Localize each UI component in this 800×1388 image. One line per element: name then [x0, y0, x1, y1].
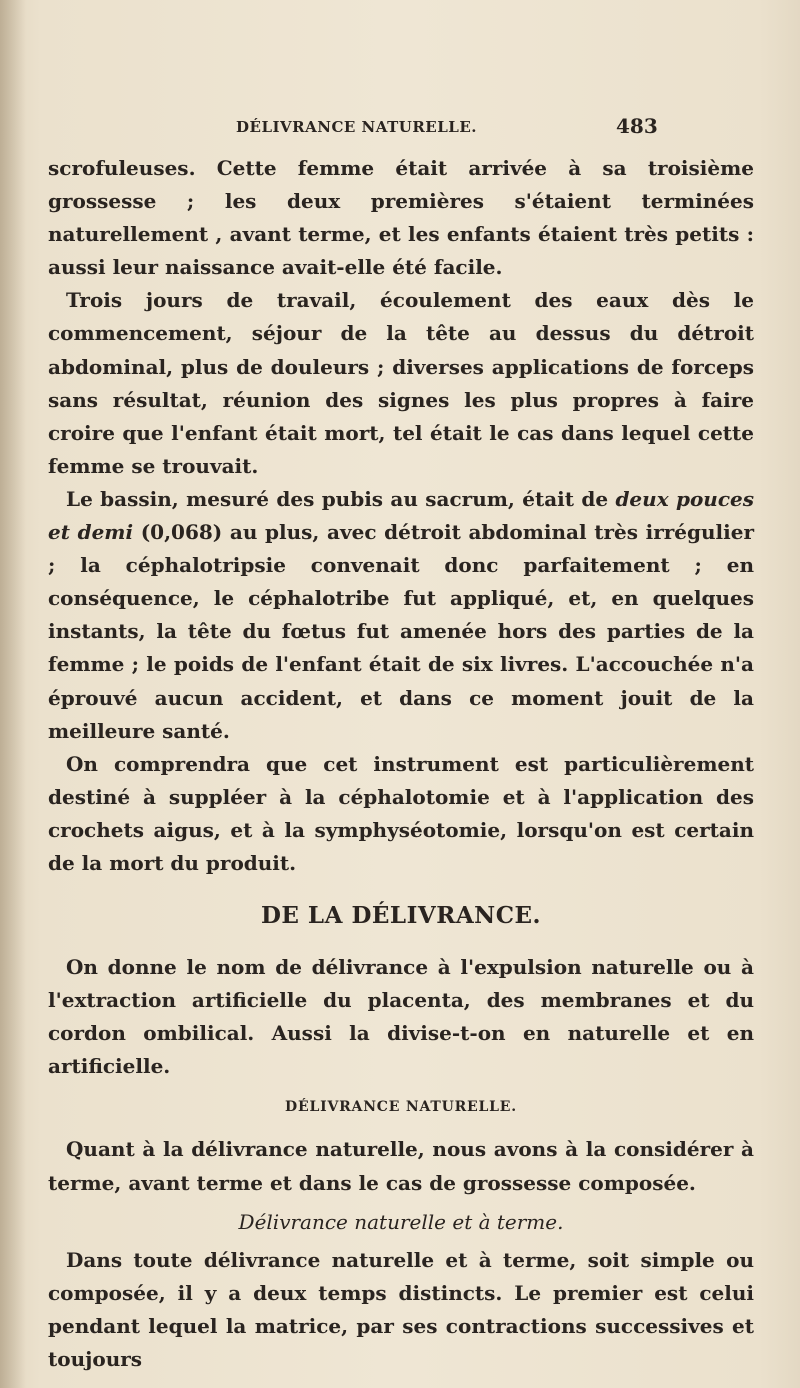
italic-heading: Délivrance naturelle et à terme. [238, 1209, 564, 1234]
subsection-heading: DÉLIVRANCE NATURELLE. [285, 1099, 517, 1116]
paragraph-6: Quant à la délivrance naturelle, nous avons à la considérer à terme, avant terme et dans le cas de grossesse composée. [48, 1137, 754, 1195]
running-head [0, 114, 800, 142]
paragraph-3-start: Le bassin, mesuré des pubis au sacrum, était de [66, 486, 616, 511]
paragraph-3-italic: deux pouces et demi [48, 486, 754, 545]
paragraph-3-end: (0,068) au plus, avec détroit abdominal très irrégulier ; la céphalotripsie convenait donc parfaitement ; en conséquence, le céphalotribe fut appliqué, et, en quelques instants, la tête du fœtus fut amenée hors des parties de la femme ; le poids de l'enfant était de six livres. L'accouchée n'a éprouvé aucun accident, et dans ce moment jouit de la meilleure santé. [48, 520, 754, 743]
section-heading: DE LA DÉLIVRANCE. [260, 902, 542, 930]
paragraph-7: Dans toute délivrance naturelle et à terme, soit simple ou composée, il y a deux temps distincts. Le premier est celui pendant lequel la matrice, par ses contractions successives et toujours [48, 1247, 754, 1371]
binding-shadow [0, 0, 26, 1388]
paragraph-2: Trois jours de travail, écoulement des eaux dès le commencement, séjour de la tête au dessus du détroit abdominal, plus de douleurs ; diverses applications de forceps sans résultat, réunion des signes les plus propres à faire croire que l'enfant était mort, tel était le cas dans lequel cette femme se trouvait. [48, 288, 754, 478]
text-block [48, 152, 754, 1376]
paragraph-5: On donne le nom de délivrance à l'expulsion naturelle ou à l'extraction artificielle du placenta, des membranes et du cordon ombilical. Aussi la divise-t-on en naturelle et en artificielle. [48, 955, 754, 1079]
paragraph-4: On comprendra que cet instrument est particulièrement destiné à suppléer à la céphalotomie et à l'application des crochets aigus, et à la symphyséotomie, lorsqu'on est certain de la mort du produit. [48, 751, 754, 875]
paragraph-1: scrofuleuses. Cette femme était arrivée à sa troisième grossesse ; les deux premières s'étaient terminées naturellement , avant terme, et les enfants étaient très petits : aussi leur naissance avait-elle été facile. [48, 156, 754, 280]
paragraph-3 [48, 483, 754, 748]
running-title: DÉLIVRANCE NATURELLE. [236, 118, 477, 136]
page-number: 483 [616, 114, 658, 138]
